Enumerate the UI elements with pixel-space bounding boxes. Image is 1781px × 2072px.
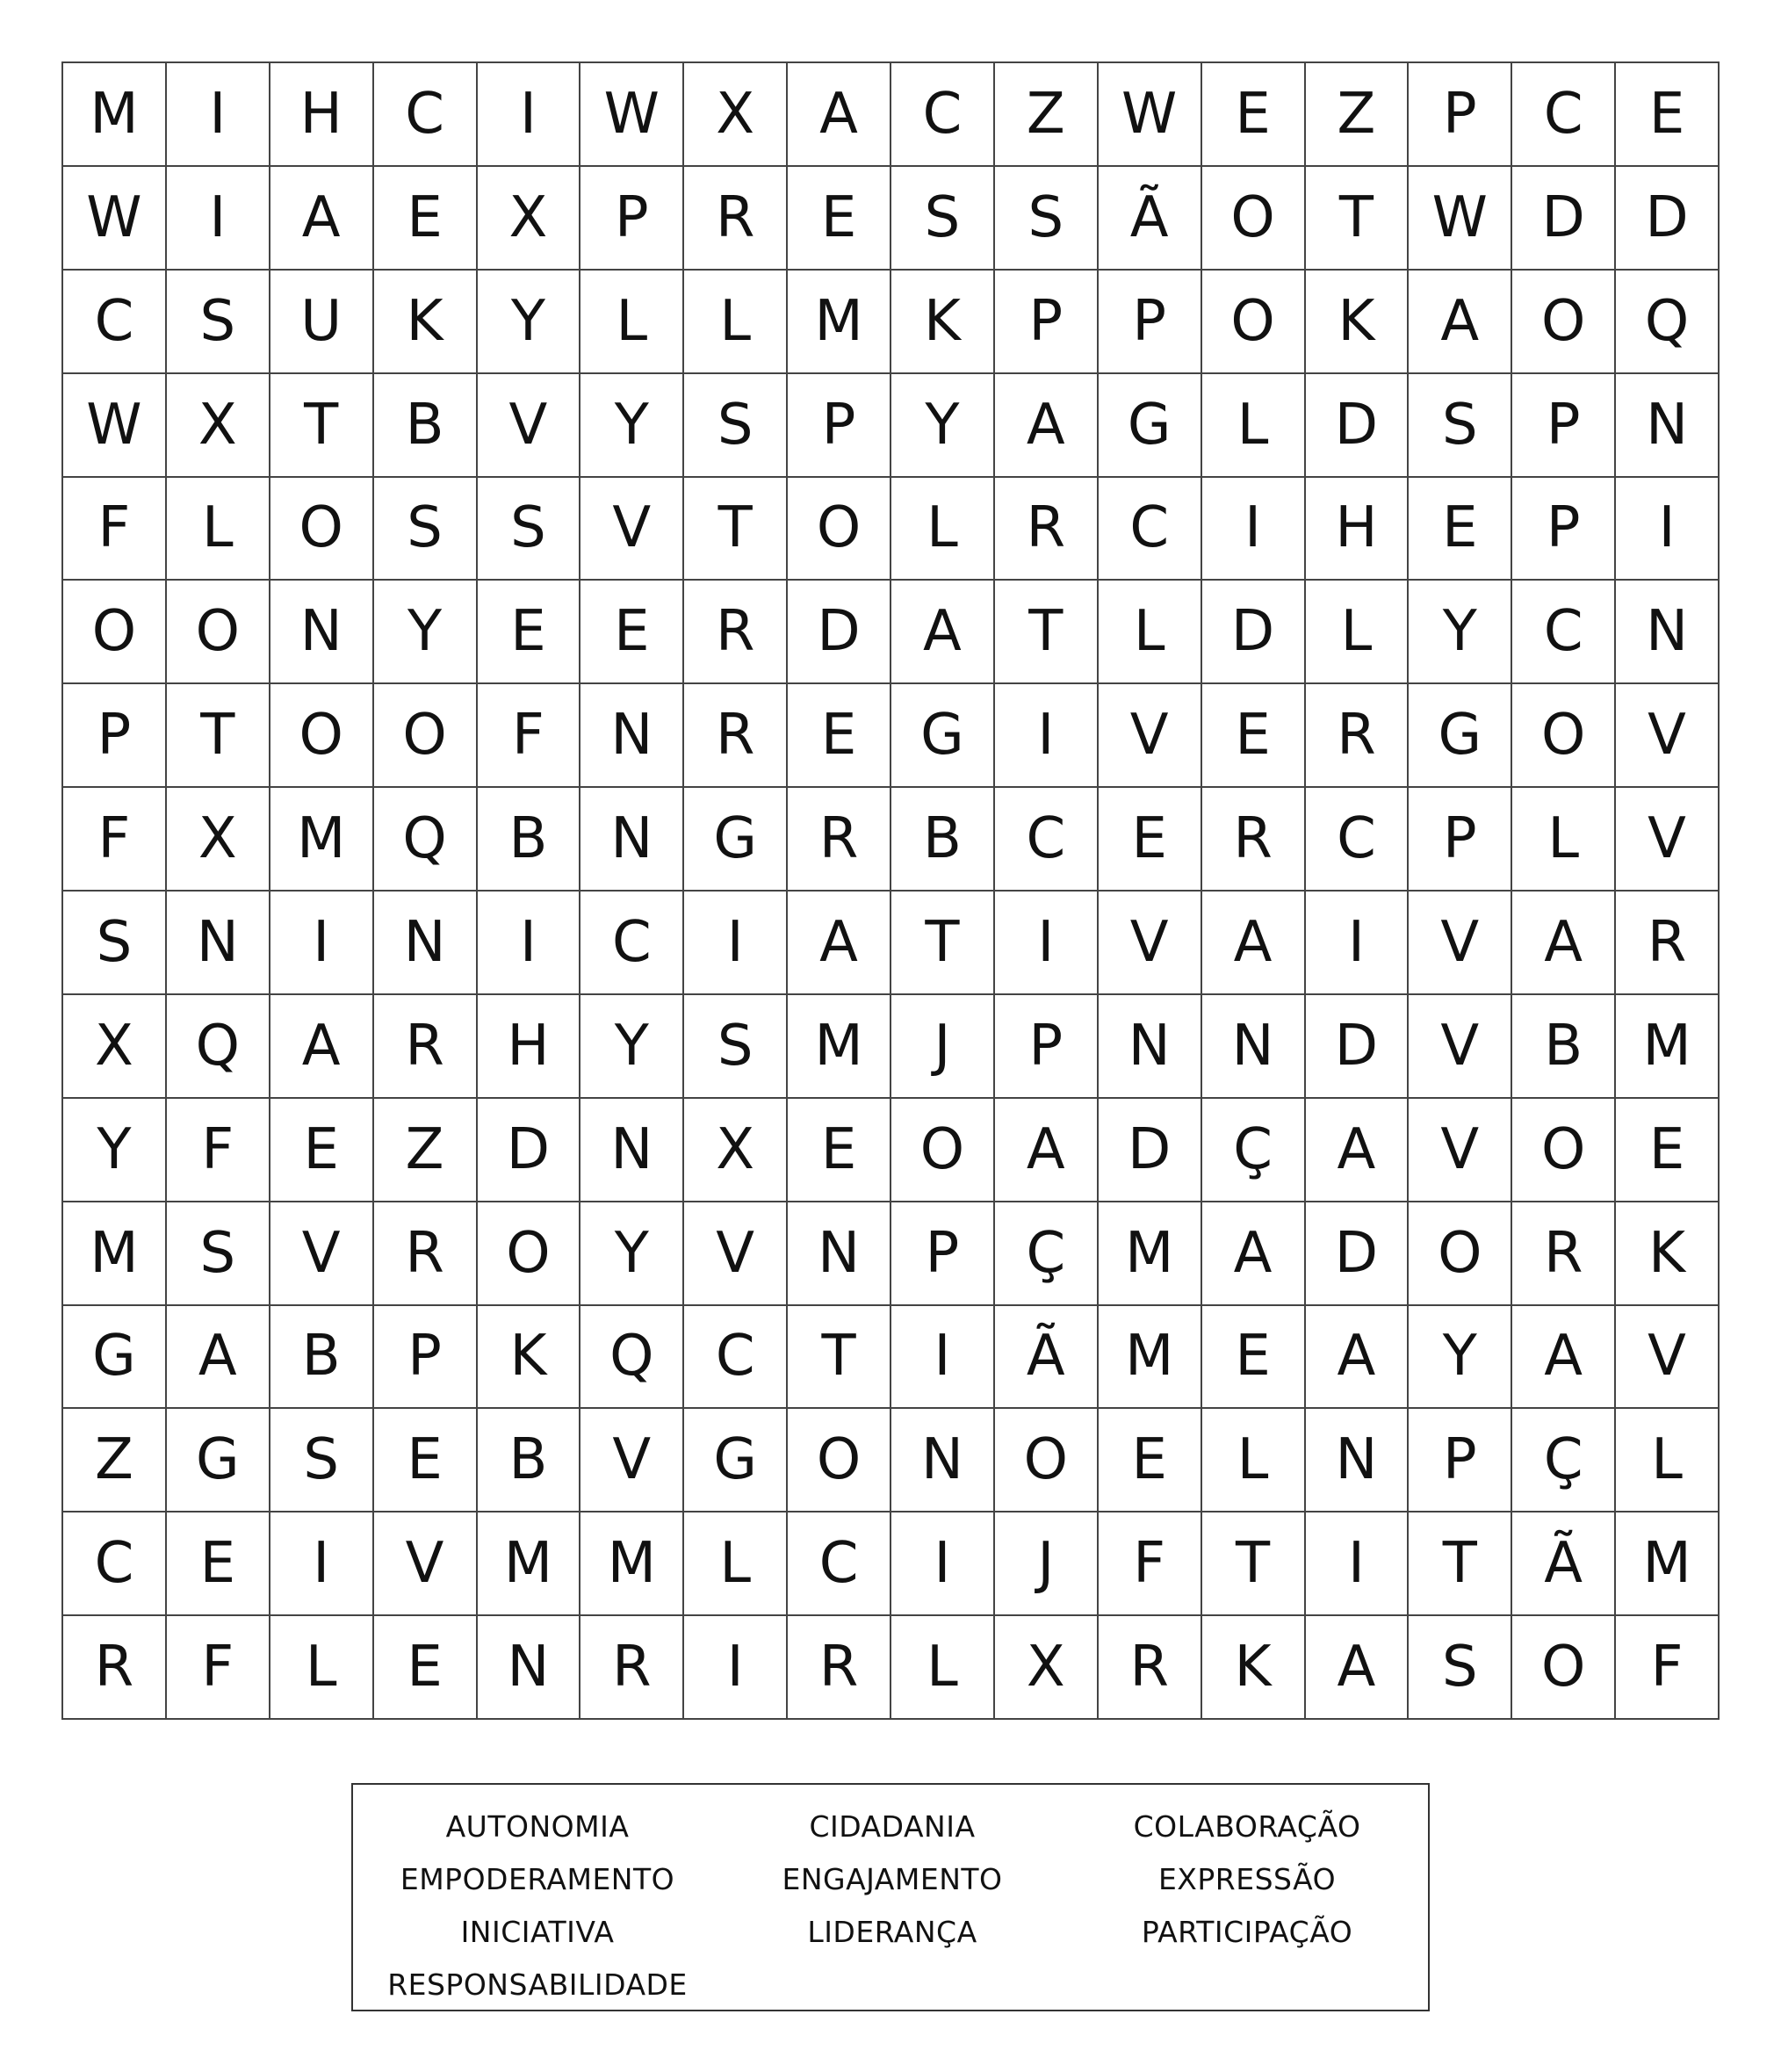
grid-cell[interactable]: R [1306,684,1410,788]
grid-cell[interactable]: P [1409,788,1512,892]
word-list-column-2 [725,1801,1059,1959]
grid-cell[interactable]: E [374,167,478,271]
grid-cell[interactable]: A [1306,1099,1410,1202]
grid-cell[interactable]: A [788,63,891,167]
grid-cell[interactable]: N [1306,1409,1410,1512]
word-item: CIDADANIA [809,1809,976,1844]
grid-cell[interactable]: K [1202,1616,1306,1720]
grid-cell[interactable]: T [788,1306,891,1410]
grid-cell[interactable]: J [891,995,995,1099]
grid-cell[interactable]: L [1099,581,1202,684]
grid-cell[interactable]: E [1616,1099,1720,1202]
word-list-column-3 [1080,1801,1414,1959]
grid-cell[interactable]: V [1099,892,1202,995]
grid-cell[interactable]: R [374,995,478,1099]
grid-cell[interactable]: G [684,788,788,892]
grid-cell[interactable]: G [63,1306,167,1410]
grid-cell[interactable]: I [1306,892,1410,995]
grid-cell[interactable]: M [63,63,167,167]
grid-cell[interactable]: V [684,1202,788,1306]
grid-cell[interactable]: X [167,374,270,478]
grid-cell[interactable]: N [891,1409,995,1512]
grid-cell[interactable]: M [1099,1306,1202,1410]
grid-cell[interactable]: Ç [1202,1099,1306,1202]
grid-cell[interactable]: E [374,1409,478,1512]
grid-cell[interactable]: I [1202,478,1306,581]
grid-cell[interactable]: T [1409,1512,1512,1616]
grid-cell[interactable]: K [891,271,995,374]
grid-cell[interactable]: A [891,581,995,684]
grid-cell[interactable]: I [1306,1512,1410,1616]
grid-cell[interactable]: C [63,1512,167,1616]
grid-cell[interactable]: B [891,788,995,892]
grid-cell[interactable]: E [788,167,891,271]
grid-cell[interactable]: T [167,684,270,788]
grid-cell[interactable]: O [167,581,270,684]
grid-cell[interactable]: H [1306,478,1410,581]
grid-cell[interactable]: D [1306,1202,1410,1306]
grid-cell[interactable]: O [63,581,167,684]
grid-cell[interactable]: E [1202,63,1306,167]
grid-cell[interactable]: V [1099,684,1202,788]
grid-cell[interactable]: R [788,788,891,892]
grid-cell[interactable]: S [167,1202,270,1306]
grid-cell[interactable]: M [478,1512,581,1616]
grid-cell[interactable]: E [478,581,581,684]
grid-cell[interactable]: S [891,167,995,271]
grid-cell[interactable]: S [478,478,581,581]
grid-cell[interactable]: D [788,581,891,684]
grid-cell[interactable]: I [270,892,374,995]
grid-cell[interactable]: N [580,1099,684,1202]
grid-cell[interactable]: C [891,63,995,167]
grid-cell[interactable]: M [63,1202,167,1306]
grid-cell[interactable]: F [167,1099,270,1202]
grid-cell[interactable]: E [167,1512,270,1616]
grid-cell[interactable]: Q [167,995,270,1099]
grid-cell[interactable]: T [1306,167,1410,271]
grid-cell[interactable]: Y [580,1202,684,1306]
grid-cell[interactable]: L [891,1616,995,1720]
grid-cell[interactable]: B [374,374,478,478]
grid-cell[interactable]: O [788,478,891,581]
grid-cell[interactable]: L [167,478,270,581]
grid-cell[interactable]: C [995,788,1099,892]
grid-cell[interactable]: B [478,1409,581,1512]
grid-cell[interactable]: V [1616,788,1720,892]
word-list-column-1 [371,1801,704,2011]
grid-cell[interactable]: Y [891,374,995,478]
grid-cell[interactable]: L [684,271,788,374]
grid-cell[interactable]: Z [1306,63,1410,167]
grid-cell[interactable]: Y [478,271,581,374]
grid-cell[interactable]: S [684,374,788,478]
grid-cell[interactable]: K [1616,1202,1720,1306]
grid-cell[interactable]: Y [580,374,684,478]
grid-cell[interactable]: O [270,684,374,788]
word-item: EMPODERAMENTO [400,1862,675,1896]
grid-cell[interactable]: W [63,374,167,478]
grid-cell[interactable]: D [1202,581,1306,684]
grid-cell[interactable]: O [1512,684,1616,788]
grid-cell[interactable]: E [374,1616,478,1720]
grid-cell[interactable]: R [580,1616,684,1720]
grid-cell[interactable]: W [580,63,684,167]
grid-cell[interactable]: N [580,788,684,892]
grid-cell[interactable]: N [167,892,270,995]
grid-cell[interactable]: N [788,1202,891,1306]
grid-cell[interactable]: Ã [995,1306,1099,1410]
grid-cell[interactable]: S [270,1409,374,1512]
grid-cell[interactable]: R [1202,788,1306,892]
grid-cell[interactable]: E [1202,684,1306,788]
grid-cell[interactable]: R [1099,1616,1202,1720]
grid-cell[interactable]: A [788,892,891,995]
grid-cell[interactable]: H [270,63,374,167]
grid-cell[interactable]: W [63,167,167,271]
grid-cell[interactable]: R [374,1202,478,1306]
grid-cell[interactable]: I [891,1306,995,1410]
grid-cell[interactable]: V [374,1512,478,1616]
grid-cell[interactable]: E [1616,63,1720,167]
grid-cell[interactable]: I [478,63,581,167]
grid-cell[interactable]: G [1099,374,1202,478]
grid-cell[interactable]: K [1306,271,1410,374]
grid-cell[interactable]: S [63,892,167,995]
grid-cell[interactable]: V [580,478,684,581]
grid-cell[interactable]: A [1512,892,1616,995]
grid-cell[interactable]: Q [374,788,478,892]
grid-cell[interactable]: Y [1409,581,1512,684]
grid-cell[interactable]: N [374,892,478,995]
grid-cell[interactable]: B [1512,995,1616,1099]
word-list-box [351,1783,1430,2011]
grid-cell[interactable]: V [1409,892,1512,995]
grid-cell[interactable]: R [684,167,788,271]
grid-cell[interactable]: S [374,478,478,581]
grid-cell[interactable]: J [995,1512,1099,1616]
grid-cell[interactable]: L [1202,1409,1306,1512]
grid-cell[interactable]: L [270,1616,374,1720]
word-item: AUTONOMIA [445,1809,630,1844]
grid-cell[interactable]: M [270,788,374,892]
grid-cell[interactable]: O [1202,167,1306,271]
grid-cell[interactable]: A [1202,1202,1306,1306]
grid-cell[interactable]: P [580,167,684,271]
grid-cell[interactable]: Q [580,1306,684,1410]
grid-cell[interactable]: F [63,788,167,892]
word-item: EXPRESSÃO [1157,1862,1337,1896]
grid-cell[interactable]: N [580,684,684,788]
grid-cell[interactable]: F [63,478,167,581]
grid-cell[interactable]: T [891,892,995,995]
grid-cell[interactable]: C [1099,478,1202,581]
grid-cell[interactable]: A [1306,1616,1410,1720]
grid-cell[interactable]: K [374,271,478,374]
grid-cell[interactable]: R [684,684,788,788]
grid-cell[interactable]: X [684,63,788,167]
word-item: PARTICIPAÇÃO [1141,1915,1353,1949]
grid-cell[interactable]: Z [63,1409,167,1512]
grid-cell[interactable]: I [1616,478,1720,581]
grid-cell[interactable]: R [788,1616,891,1720]
grid-cell[interactable]: G [167,1409,270,1512]
grid-cell[interactable]: V [1616,684,1720,788]
grid-cell[interactable]: A [1306,1306,1410,1410]
grid-cell[interactable]: Y [63,1099,167,1202]
grid-cell[interactable]: A [1409,271,1512,374]
grid-cell[interactable]: T [995,581,1099,684]
grid-cell[interactable]: E [270,1099,374,1202]
grid-cell[interactable]: A [1202,892,1306,995]
grid-cell[interactable]: Ã [1099,167,1202,271]
grid-cell[interactable]: E [1099,788,1202,892]
grid-cell[interactable]: M [788,995,891,1099]
grid-cell[interactable]: C [684,1306,788,1410]
grid-cell[interactable]: I [891,1512,995,1616]
grid-cell[interactable]: E [1099,1409,1202,1512]
grid-cell[interactable]: V [478,374,581,478]
grid-cell[interactable]: Ã [1512,1512,1616,1616]
grid-cell[interactable]: M [1616,1512,1720,1616]
grid-cell[interactable]: L [1202,374,1306,478]
grid-cell[interactable]: R [1616,892,1720,995]
grid-cell[interactable]: M [1099,1202,1202,1306]
grid-cell[interactable]: U [270,271,374,374]
grid-cell[interactable]: L [891,478,995,581]
grid-cell[interactable]: V [1409,995,1512,1099]
letter-grid [61,61,1720,1720]
grid-cell[interactable]: B [478,788,581,892]
grid-cell[interactable]: A [270,167,374,271]
grid-cell[interactable]: P [63,684,167,788]
grid-cell[interactable]: X [167,788,270,892]
grid-cell[interactable]: W [1409,167,1512,271]
grid-cell[interactable]: L [1616,1409,1720,1512]
grid-cell[interactable]: A [995,374,1099,478]
grid-cell[interactable]: V [270,1202,374,1306]
grid-cell[interactable]: P [1099,271,1202,374]
grid-cell[interactable]: K [478,1306,581,1410]
grid-cell[interactable]: Z [995,63,1099,167]
grid-cell[interactable]: T [1202,1512,1306,1616]
grid-cell[interactable]: E [1409,478,1512,581]
grid-cell[interactable]: T [270,374,374,478]
grid-cell[interactable]: R [995,478,1099,581]
grid-cell[interactable]: A [995,1099,1099,1202]
grid-cell[interactable]: A [1512,1306,1616,1410]
grid-cell[interactable]: L [580,271,684,374]
grid-cell[interactable]: A [167,1306,270,1410]
grid-cell[interactable]: S [995,167,1099,271]
grid-cell[interactable]: O [1512,1099,1616,1202]
grid-cell[interactable]: O [478,1202,581,1306]
grid-cell[interactable]: M [788,271,891,374]
grid-cell[interactable]: C [1306,788,1410,892]
grid-cell[interactable]: O [1512,271,1616,374]
grid-cell[interactable]: P [1409,63,1512,167]
grid-cell[interactable]: X [478,167,581,271]
grid-cell[interactable]: Ç [1512,1409,1616,1512]
grid-cell[interactable]: P [788,374,891,478]
grid-cell[interactable]: D [1306,374,1410,478]
grid-cell[interactable]: O [374,684,478,788]
grid-cell[interactable]: O [1409,1202,1512,1306]
grid-cell[interactable]: O [891,1099,995,1202]
grid-cell[interactable]: M [1616,995,1720,1099]
grid-cell[interactable]: I [270,1512,374,1616]
grid-cell[interactable]: N [1616,374,1720,478]
grid-cell[interactable]: N [1099,995,1202,1099]
grid-cell[interactable]: X [63,995,167,1099]
grid-cell[interactable]: O [995,1409,1099,1512]
grid-cell[interactable]: O [788,1409,891,1512]
grid-cell[interactable]: H [478,995,581,1099]
grid-cell[interactable]: C [788,1512,891,1616]
grid-cell[interactable]: O [1512,1616,1616,1720]
grid-cell[interactable]: L [1306,581,1410,684]
grid-cell[interactable]: Z [374,1099,478,1202]
grid-cell[interactable]: R [1512,1202,1616,1306]
grid-cell[interactable]: X [684,1099,788,1202]
grid-cell[interactable]: Q [1616,271,1720,374]
grid-cell[interactable]: I [995,892,1099,995]
grid-cell[interactable]: I [478,892,581,995]
grid-cell[interactable]: O [270,478,374,581]
grid-cell[interactable]: D [1512,167,1616,271]
grid-cell[interactable]: E [1202,1306,1306,1410]
grid-cell[interactable]: D [478,1099,581,1202]
grid-cell[interactable]: N [478,1616,581,1720]
grid-cell[interactable]: R [684,581,788,684]
grid-cell[interactable]: D [1099,1099,1202,1202]
grid-cell[interactable]: Ç [995,1202,1099,1306]
grid-cell[interactable]: O [1202,271,1306,374]
grid-cell[interactable]: S [684,995,788,1099]
grid-cell[interactable]: Y [374,581,478,684]
grid-cell[interactable]: F [478,684,581,788]
grid-cell[interactable]: D [1306,995,1410,1099]
word-item: LIDERANÇA [807,1915,977,1949]
grid-cell[interactable]: Y [1409,1306,1512,1410]
grid-cell[interactable]: C [580,892,684,995]
grid-cell[interactable]: N [1616,581,1720,684]
grid-cell[interactable]: P [374,1306,478,1410]
grid-cell[interactable]: L [1512,788,1616,892]
grid-cell[interactable]: M [580,1512,684,1616]
grid-cell[interactable]: C [63,271,167,374]
grid-cell[interactable]: W [1099,63,1202,167]
grid-cell[interactable]: A [270,995,374,1099]
grid-cell[interactable]: L [684,1512,788,1616]
grid-cell[interactable]: B [270,1306,374,1410]
grid-cell[interactable]: P [1512,374,1616,478]
word-item: RESPONSABILIDADE [387,1967,688,2002]
grid-cell[interactable]: I [995,684,1099,788]
grid-cell[interactable]: F [1099,1512,1202,1616]
grid-cell[interactable]: I [684,892,788,995]
grid-cell[interactable]: P [1512,478,1616,581]
grid-cell[interactable]: V [1616,1306,1720,1410]
word-item: COLABORAÇÃO [1133,1809,1361,1844]
grid-cell[interactable]: R [63,1616,167,1720]
grid-cell[interactable]: I [684,1616,788,1720]
grid-cell[interactable]: F [167,1616,270,1720]
grid-cell[interactable]: P [891,1202,995,1306]
grid-cell[interactable]: I [167,167,270,271]
grid-cell[interactable]: G [1409,684,1512,788]
grid-cell[interactable]: S [1409,1616,1512,1720]
grid-cell[interactable]: X [995,1616,1099,1720]
grid-cell[interactable]: E [788,684,891,788]
grid-cell[interactable]: P [995,995,1099,1099]
word-item: INICIATIVA [460,1915,615,1949]
grid-cell[interactable]: E [580,581,684,684]
grid-cell[interactable]: T [684,478,788,581]
grid-cell[interactable]: E [788,1099,891,1202]
grid-cell[interactable]: F [1616,1616,1720,1720]
word-item: ENGAJAMENTO [782,1862,1003,1896]
grid-cell[interactable]: P [1409,1409,1512,1512]
grid-cell[interactable]: V [1409,1099,1512,1202]
grid-cell[interactable]: G [891,684,995,788]
grid-cell[interactable]: N [270,581,374,684]
grid-cell[interactable]: I [167,63,270,167]
grid-cell[interactable]: C [1512,63,1616,167]
grid-cell[interactable]: S [1409,374,1512,478]
grid-cell[interactable]: P [995,271,1099,374]
grid-cell[interactable]: S [167,271,270,374]
grid-cell[interactable]: C [374,63,478,167]
grid-cell[interactable]: Y [580,995,684,1099]
grid-cell[interactable]: C [1512,581,1616,684]
grid-cell[interactable]: D [1616,167,1720,271]
grid-cell[interactable]: N [1202,995,1306,1099]
grid-cell[interactable]: V [580,1409,684,1512]
grid-cell[interactable]: G [684,1409,788,1512]
